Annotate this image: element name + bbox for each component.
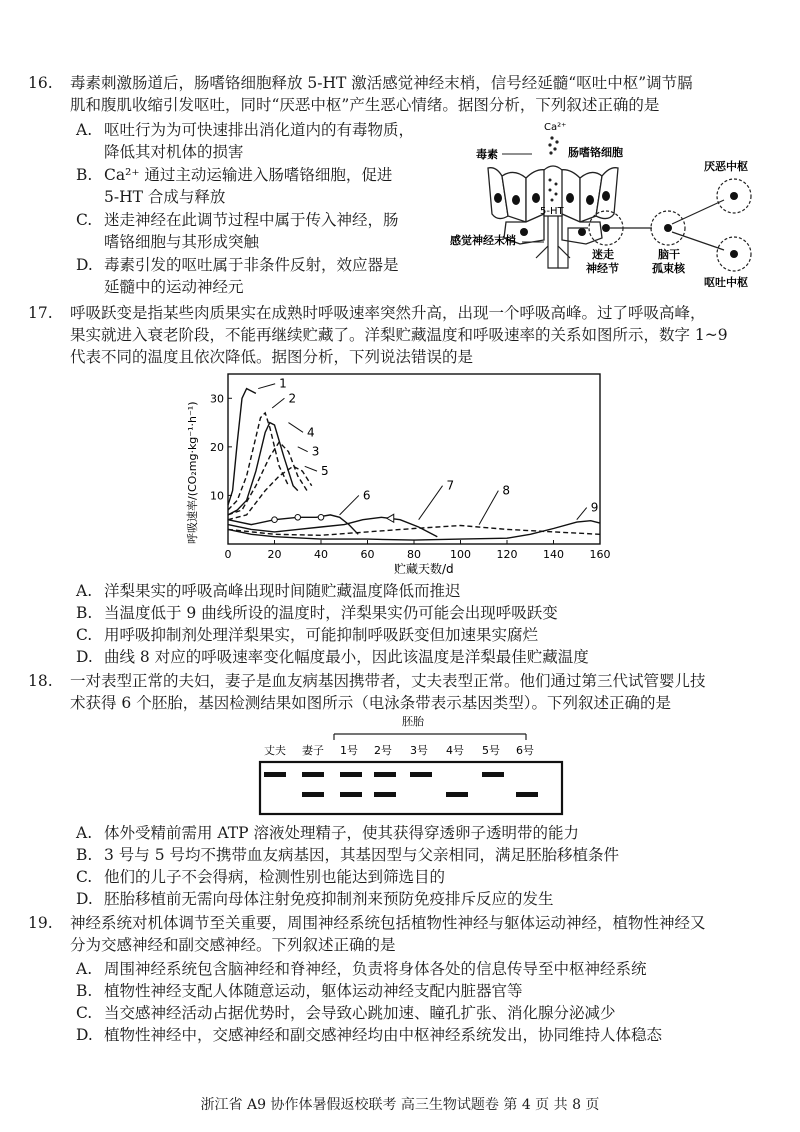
series-6-label: 6 (362, 488, 371, 503)
aversion-label: 厌恶中枢 (704, 160, 748, 173)
q19-option-a-text: 周围神经系统包含脑神经和脊神经，负责将身体各处的信息传导至中枢神经系统 (104, 960, 647, 978)
q18-stem-line-2: 术获得 6 个胚胎，基因检测结果如图所示（电泳条带表示基因类型）。下列叙述正确的是 (70, 694, 671, 712)
q19-option-b-label: B. (76, 982, 93, 1000)
q16-option-a-line-1: 呕吐行为为可快速排出消化道内的有毒物质， (104, 121, 415, 139)
ca-label: Ca²⁺ (544, 122, 567, 133)
series-5-line (228, 466, 312, 519)
series-1-label: 1 (279, 376, 287, 391)
gel-band (340, 772, 362, 777)
series-5-leader (305, 466, 317, 471)
q16-stem-line-2: 肌和腹肌收缩引发呕吐，同时“厌恶中枢”产生恶心情绪。据图分析，下列叙述正确的是 (70, 96, 660, 114)
brainstem-label-2: 孤束核 (652, 262, 685, 275)
q16-number: 16. (28, 74, 53, 92)
gel-band (482, 772, 504, 777)
q16-option-d-line-1: 毒素引发的呕吐属于非条件反射，效应器是 (104, 256, 399, 274)
q18-stem-line-1: 一对表型正常的夫妇，妻子是血友病基因携带者，丈夫表型正常。他们通过第三代试管婴儿技 (70, 672, 706, 690)
series-3-line (228, 442, 307, 515)
series-2-label: 2 (288, 391, 297, 406)
vagus-label-2: 神经节 (586, 262, 619, 275)
gel-frame (260, 762, 562, 814)
gel-lane-label: 2号 (374, 744, 392, 757)
q17-option-a-label: A. (76, 582, 93, 600)
q17-option-b-text: 当温度低于 9 曲线所设的温度时，洋梨果实仍可能会出现呼吸跃变 (104, 604, 558, 622)
vagus-label-1: 迷走 (592, 248, 614, 261)
gel-band (410, 772, 432, 777)
toxin-label: 毒素 (476, 148, 498, 161)
gel-band (446, 792, 468, 797)
series-2-leader (272, 398, 284, 408)
brainstem-label-1: 脑干 (658, 248, 680, 261)
y-tick-label: 20 (210, 440, 224, 454)
gel-band (516, 792, 538, 797)
q18-option-d-label: D. (76, 890, 93, 908)
x-tick-label: 40 (314, 548, 328, 561)
series-6-marker (318, 514, 324, 520)
gel-lane-label: 5号 (482, 744, 500, 757)
x-axis-label: 贮藏天数/d (394, 562, 454, 576)
q18-option-a-label: A. (76, 824, 93, 842)
series-7-label: 7 (446, 478, 455, 493)
q18-option-b-text: 3 号与 5 号均不携带血友病基因，其基因型与父亲相同，满足胚胎移植条件 (104, 846, 620, 864)
q16-option-b-line-1: Ca²⁺ 通过主动运输进入肠嗜铬细胞，促进 (104, 166, 393, 184)
q18-option-b-label: B. (76, 846, 93, 864)
gel-lane-label: 妻子 (302, 744, 324, 757)
q17-option-d-text: 曲线 8 对应的呼吸速率变化幅度最小，因此该温度是洋梨最佳贮藏温度 (104, 648, 589, 666)
series-1-leader (258, 384, 275, 389)
series-9-leader (577, 508, 587, 520)
q17-option-b-label: B. (76, 604, 93, 622)
q16-option-c-label: C. (76, 211, 93, 229)
series-6-leader (340, 495, 359, 514)
q17-option-a-text: 洋梨果实的呼吸高峰出现时间随贮藏温度降低而推迟 (104, 582, 461, 600)
q17-number: 17. (28, 304, 53, 322)
page-footer: 浙江省 A9 协作体暑假返校联考 高三生物试题卷 第 4 页 共 8 页 (200, 1097, 600, 1113)
q16-option-c-line-1: 迷走神经在此调节过程中属于传入神经，肠 (104, 211, 399, 229)
y-tick-label: 10 (210, 489, 224, 503)
series-4-leader (288, 423, 303, 433)
series-8-leader (479, 491, 498, 525)
q19-stem-line-1: 神经系统对机体调节至关重要，周围神经系统包括植物性神经与躯体运动神经，植物性神经又 (70, 914, 706, 932)
q18-option-d-text: 胚胎移植前无需向母体注射免疫抑制剂来预防免疫排斥反应的发生 (104, 890, 554, 908)
gel-lane-label: 4号 (446, 744, 464, 757)
series-8-label: 8 (502, 483, 510, 498)
q19-stem-line-2: 分为交感神经和副交感神经。下列叙述正确的是 (70, 936, 396, 954)
series-4-label: 4 (307, 425, 315, 440)
series-3-label: 3 (311, 444, 320, 459)
q17-stem-line-1: 呼吸跃变是指某些肉质果实在成熟时呼吸速率突然升高，出现一个呼吸高峰。过了呼吸高峰， (70, 304, 706, 322)
q19-option-d-label: D. (76, 1026, 93, 1044)
cell-label: 肠嗜铬细胞 (568, 146, 623, 159)
q17-option-c-text: 用呼吸抑制剂处理洋梨果实，可能抑制呼吸跃变但加速果实腐烂 (104, 626, 539, 644)
q16-option-d-line-2: 延髓中的运动神经元 (104, 278, 244, 296)
q16-option-d-label: D. (76, 256, 93, 274)
q19-option-a-label: A. (76, 960, 93, 978)
q16-option-a-line-2: 降低其对机体的损害 (104, 143, 244, 161)
q18-number: 18. (28, 672, 53, 690)
q18-option-c-text: 他们的儿子不会得病，检测性别也能达到筛选目的 (104, 868, 446, 886)
q19-number: 19. (28, 914, 53, 932)
gel-lane-label: 丈夫 (264, 744, 286, 757)
gel-band (340, 792, 362, 797)
q17-stem-line-3: 代表不同的温度且依次降低。据图分析，下列说法错误的是 (70, 348, 474, 366)
respiration-rate-chart (180, 368, 620, 580)
gel-lane-label: 3号 (410, 744, 428, 757)
x-tick-label: 0 (224, 548, 232, 561)
q16-option-c-line-2: 嗜铬细胞与其形成突触 (104, 233, 260, 251)
sensory-label: 感觉神经末梢 (450, 234, 516, 247)
q18-option-a-text: 体外受精前需用 ATP 溶液处理精子，使其获得穿透卵子透明带的能力 (104, 824, 579, 842)
x-tick-label: 140 (543, 548, 564, 561)
q19-option-b-text: 植物性神经支配人体随意运动，躯体运动神经支配内脏器官等 (104, 982, 523, 1000)
q17-option-d-label: D. (76, 648, 93, 666)
q19-option-d-text: 植物性神经中，交感神经和副交感神经均由中枢神经系统发出，协同维持人体稳态 (104, 1026, 663, 1044)
q16-option-a-label: A. (76, 121, 93, 139)
series-6-marker (272, 517, 278, 523)
q16-option-b-line-2: 5-HT 合成与释放 (104, 188, 226, 206)
q17-option-c-label: C. (76, 626, 93, 644)
electrophoresis-gel (230, 712, 570, 820)
x-tick-label: 160 (589, 548, 611, 561)
series-3-leader (298, 447, 308, 452)
y-axis-label: 呼吸速率/(CO₂mg·kg⁻¹·h⁻¹) (186, 401, 199, 544)
series-6-marker (295, 514, 301, 520)
ht-label: 5-HT (540, 206, 564, 217)
gel-lane-label: 6号 (516, 744, 534, 757)
embryo-header: 胚胎 (402, 715, 424, 728)
q16-option-b-label: B. (76, 166, 93, 184)
q18-option-c-label: C. (76, 868, 93, 886)
gel-band (264, 772, 286, 777)
gel-band (302, 772, 324, 777)
q16-nerve-diagram (440, 116, 770, 296)
gel-lane-label: 1号 (340, 744, 358, 757)
vomit-label: 呕吐中枢 (704, 276, 748, 289)
x-tick-label: 100 (450, 548, 471, 561)
series-7-leader (419, 486, 443, 520)
series-5-label: 5 (321, 464, 329, 479)
y-tick-label: 30 (210, 392, 224, 406)
x-tick-label: 60 (360, 548, 375, 561)
gel-band (374, 792, 396, 797)
x-tick-label: 80 (407, 548, 421, 561)
q16-stem-line-1: 毒素刺激肠道后，肠嗜铬细胞释放 5-HT 激活感觉神经末梢，信号经延髓“呕吐中枢”调节膈 (70, 74, 693, 92)
q17-stem-line-2: 果实就进入衰老阶段，不能再继续贮藏了。洋梨贮藏温度和呼吸速率的关系如图所示，数字 1~9 (70, 326, 728, 344)
q19-option-c-label: C. (76, 1004, 93, 1022)
gel-band (302, 792, 324, 797)
series-9-label: 9 (590, 500, 599, 515)
q19-option-c-text: 当交感神经活动占据优势时，会导致心跳加速、瞳孔扩张、消化腺分泌减少 (104, 1004, 616, 1022)
x-tick-label: 120 (496, 548, 518, 561)
x-tick-label: 20 (267, 548, 282, 561)
series-7-marker (387, 514, 394, 522)
gel-band (374, 772, 396, 777)
